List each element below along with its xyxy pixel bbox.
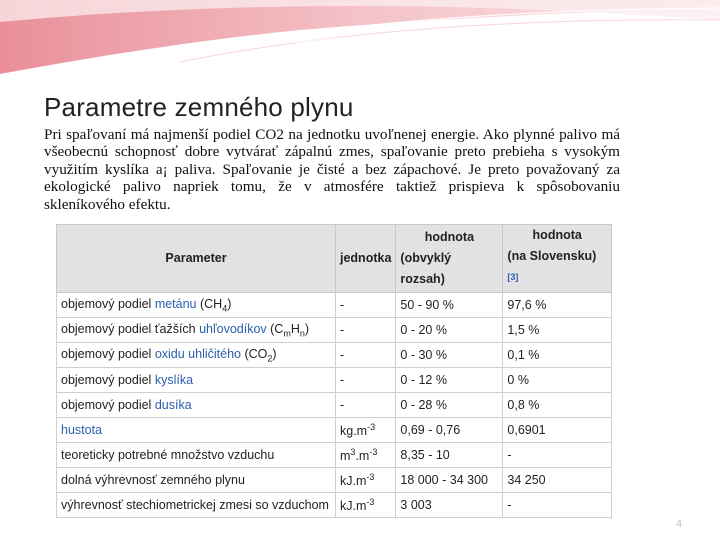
unit-text: -: [340, 298, 345, 313]
cell-range: 0,69 - 0,76: [396, 418, 503, 443]
parameter-formula: (C: [266, 321, 284, 336]
table-row: [57, 293, 612, 318]
table-row: [57, 393, 612, 418]
unit-text: -: [340, 398, 345, 413]
cell-parameter: [57, 318, 336, 343]
formula-end: ): [272, 346, 277, 361]
parameter-formula: (CH: [196, 296, 223, 311]
table-row: [57, 493, 612, 518]
formula-end: ): [304, 321, 310, 336]
cell-parameter: [57, 293, 336, 318]
cell-slovakia: 1,5 %: [503, 318, 612, 343]
cell-unit: [336, 318, 396, 343]
cell-slovakia: -: [503, 443, 612, 468]
parameter-link[interactable]: uhľovodíkov: [199, 321, 267, 336]
unit-text: .m: [355, 449, 370, 464]
unit-text: -: [340, 348, 345, 363]
cell-parameter: [57, 343, 336, 368]
cell-range: 0 - 20 %: [396, 318, 503, 343]
page-number: 4: [676, 518, 683, 530]
table-row: [57, 368, 612, 393]
cell-unit: [336, 343, 396, 368]
table-row: [57, 418, 612, 443]
cell-unit: [336, 493, 396, 518]
cell-slovakia: -: [503, 493, 612, 518]
formula-end: H: [290, 321, 300, 336]
unit-exponent: -3: [367, 422, 376, 433]
header-parameter: Parameter: [57, 225, 336, 293]
parameter-text: objemový podiel ťažších: [61, 321, 200, 336]
cell-parameter: [57, 468, 336, 493]
cell-slovakia: 97,6 %: [503, 293, 612, 318]
parameter-text: výhrevnosť stechiometrickej zmesi so vzduchom: [61, 498, 329, 513]
cell-range: 18 000 - 34 300: [396, 468, 503, 493]
formula-subscript: 2: [267, 353, 273, 364]
header-slovakia-line2: [507, 246, 607, 292]
table-row: [57, 468, 612, 493]
parameter-link[interactable]: oxidu uhličitého: [154, 346, 241, 361]
cell-parameter: [57, 493, 336, 518]
parameter-link[interactable]: dusíka: [154, 398, 192, 413]
header-slovakia: [503, 225, 612, 293]
table-row: [57, 443, 612, 468]
unit-text: -: [340, 323, 345, 338]
unit-text: m: [340, 449, 351, 464]
unit-exponent: -3: [366, 497, 375, 508]
slide-paragraph: Pri spaľovaní má najmenší podiel CO2 na jednotku uvoľnenej energie. Ako plynné palivo má všeobecnú schopnosť dobre vytvárať zápalnú zmes, spaľovanie preto prebieha s vysokým využitím kyslíka a¡ paliva. Spaľovanie je čisté a bez zápachové. Je preto považovaný za ekologické palivo napriek tomu, že v atmosfére taktiež prispieva k spôsobovaniu skleníkového efektu.: [44, 126, 620, 213]
cell-unit: [336, 443, 396, 468]
cell-range: 8,35 - 10: [396, 443, 503, 468]
cell-parameter: [57, 443, 336, 468]
table-row: [57, 343, 612, 368]
parameter-text: dolná výhrevnosť zemného plynu: [61, 473, 245, 488]
unit-exponent: -3: [366, 472, 375, 483]
unit-text: kJ.m: [340, 499, 367, 514]
parameter-link[interactable]: kyslíka: [154, 373, 194, 388]
parameter-text: objemový podiel: [61, 346, 155, 361]
parameter-link[interactable]: hustota: [61, 423, 103, 438]
slide-title: Parametre zemného plynu: [44, 92, 354, 122]
cell-slovakia: 34 250: [503, 468, 612, 493]
cell-unit: [336, 293, 396, 318]
cell-unit: [336, 393, 396, 418]
parameter-text: teoreticky potrebné množstvo vzduchu: [61, 448, 275, 463]
parameter-text: objemový podiel: [61, 373, 155, 388]
decorative-banner: [0, 0, 720, 80]
cell-unit: [336, 468, 396, 493]
cell-range: 3 003: [396, 493, 503, 518]
cell-slovakia: 0,1 %: [503, 343, 612, 368]
cell-range: 0 - 12 %: [396, 368, 503, 393]
cell-slovakia: 0 %: [503, 368, 612, 393]
cell-parameter: [57, 393, 336, 418]
cell-range: 0 - 28 %: [396, 393, 503, 418]
unit-exponent: 3: [350, 447, 356, 458]
cell-parameter: [57, 368, 336, 393]
reference-link[interactable]: [3]: [507, 272, 519, 282]
table-body: [57, 293, 612, 518]
unit-text: -: [340, 373, 345, 388]
cell-parameter: [57, 418, 336, 443]
parameters-table-image: [54, 222, 614, 516]
parameter-text: objemový podiel: [61, 398, 155, 413]
formula-subscript: m: [283, 328, 291, 339]
cell-unit: [336, 418, 396, 443]
header-slovakia-line1: hodnota: [532, 228, 582, 242]
unit-exponent: -3: [369, 447, 378, 458]
header-slovakia-text: (na Slovensku): [507, 249, 597, 263]
header-unit: jednotka: [336, 225, 396, 293]
cell-range: 50 - 90 %: [396, 293, 503, 318]
table-row: [57, 318, 612, 343]
formula-subscript: 4: [222, 303, 228, 314]
unit-text: kg.m: [340, 424, 368, 439]
cell-range: 0 - 30 %: [396, 343, 503, 368]
formula-end: ): [227, 296, 232, 311]
header-range: [396, 225, 503, 293]
cell-unit: [336, 368, 396, 393]
cell-slovakia: 0,6901: [503, 418, 612, 443]
header-range-line1: hodnota: [424, 230, 475, 245]
parameter-text: objemový podiel: [61, 296, 155, 311]
parameter-formula: (CO: [240, 346, 268, 361]
table-header-row: [57, 225, 612, 293]
cell-slovakia: 0,8 %: [503, 393, 612, 418]
unit-text: kJ.m: [340, 474, 367, 489]
header-range-line2: (obvyklý rozsah): [400, 251, 452, 287]
parameter-link[interactable]: metánu: [154, 296, 197, 311]
parameters-table: [56, 224, 612, 518]
formula-subscript: n: [299, 328, 305, 339]
